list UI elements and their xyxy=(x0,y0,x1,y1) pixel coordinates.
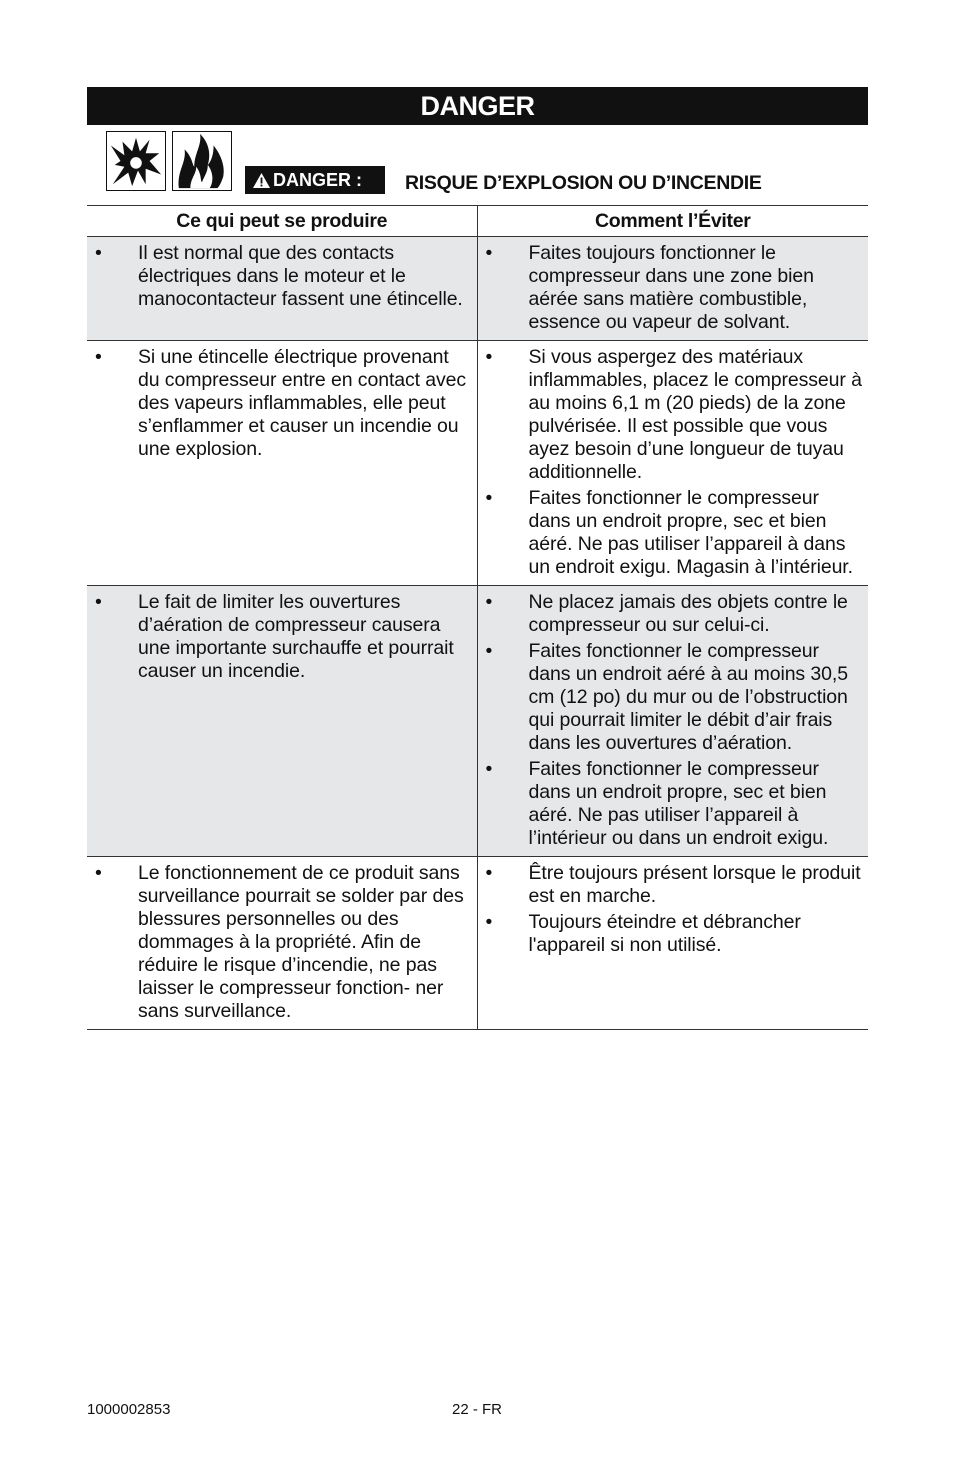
table-row xyxy=(87,586,868,857)
table-row xyxy=(87,341,868,586)
table-row xyxy=(87,857,868,1030)
bullet-list xyxy=(87,591,477,683)
bullet-list xyxy=(87,346,477,461)
list-item: • Il est normal que des contacts électriques dans le moteur et le manocontacteur fassent une étincelle. xyxy=(87,242,477,311)
cell-prevention xyxy=(477,857,868,1030)
list-item: • Si vous aspergez des matériaux inflammables, placez le compresseur à au moins 6,1 m (20 pieds) de la zone pulvérisée. Il est possible que vous ayez besoin d’une longueur de tuyau additionnelle. xyxy=(478,346,869,484)
cell-prevention xyxy=(477,586,868,857)
cell-hazard xyxy=(87,857,477,1030)
bullet-list xyxy=(478,591,869,850)
danger-signal-badge xyxy=(245,166,385,194)
danger-signal-label: DANGER : xyxy=(273,170,362,190)
cell-prevention xyxy=(477,237,868,341)
warning-triangle-icon xyxy=(253,168,270,196)
hazard-table xyxy=(87,205,868,1030)
bullet-list xyxy=(87,862,477,1023)
bullet-list xyxy=(478,346,869,579)
list-item: • Ne placez jamais des objets contre le compresseur ou sur celui-ci. xyxy=(478,591,869,637)
cell-hazard xyxy=(87,586,477,857)
list-item: • Toujours éteindre et débrancher l'appareil si non utilisé. xyxy=(478,911,869,957)
table-header-row xyxy=(87,206,868,237)
bullet-list xyxy=(478,862,869,957)
list-item: • Faites fonctionner le compresseur dans un endroit propre, sec et bien aéré. Ne pas utiliser l’appareil à l’intérieur ou dans un endroit exigu. xyxy=(478,758,869,850)
list-item: • Faites fonctionner le compresseur dans un endroit aéré à au moins 30,5 cm (12 po) du mur ou de l’obstruction qui pourrait limiter le débit d’air frais dans les ouvertures d’aération. xyxy=(478,640,869,755)
list-item: • Le fait de limiter les ouvertures d’aération de compresseur causera une importante surchauffe et pourrait causer un incendie. xyxy=(87,591,477,683)
explosion-icon xyxy=(106,131,166,191)
fire-icon xyxy=(172,131,232,191)
list-item: • Faites toujours fonctionner le compresseur dans une zone bien aérée sans matière combustible, essence ou vapeur de solvant. xyxy=(478,242,869,334)
page-number: 22 - FR xyxy=(451,1401,502,1418)
bullet-list xyxy=(478,242,869,334)
column-header-how-to-avoid: Comment l’Éviter xyxy=(477,206,868,237)
list-item: • Faites fonctionner le compresseur dans un endroit propre, sec et bien aéré. Ne pas utiliser l’appareil à dans un endroit exigu. Magasin à l’intérieur. xyxy=(478,487,869,579)
cell-prevention xyxy=(477,341,868,586)
column-header-what-can-happen: Ce qui peut se produire xyxy=(87,206,477,237)
list-item: • Être toujours présent lorsque le produit est en marche. xyxy=(478,862,869,908)
bullet-list xyxy=(87,242,477,311)
table-row xyxy=(87,237,868,341)
hazard-table-body xyxy=(87,237,868,1030)
list-item: • Si une étincelle électrique provenant du compresseur entre en contact avec des vapeurs inflammables, elle peut s’enflammer et causer un incendie ou une explosion. xyxy=(87,346,477,461)
cell-hazard xyxy=(87,237,477,341)
list-item: • Le fonctionnement de ce produit sans surveillance pourrait se solder par des blessures personnelles ou des dommages à la propriété. Afin de réduire le risque d’incendie, ne pas laisser le compresseur fonction- ner sans surveillance. xyxy=(87,862,477,1023)
hazard-title: RISQUE D’EXPLOSION OU D’INCENDIE xyxy=(405,172,762,194)
danger-banner: DANGER xyxy=(87,87,868,125)
cell-hazard xyxy=(87,341,477,586)
part-number: 1000002853 xyxy=(87,1401,171,1418)
